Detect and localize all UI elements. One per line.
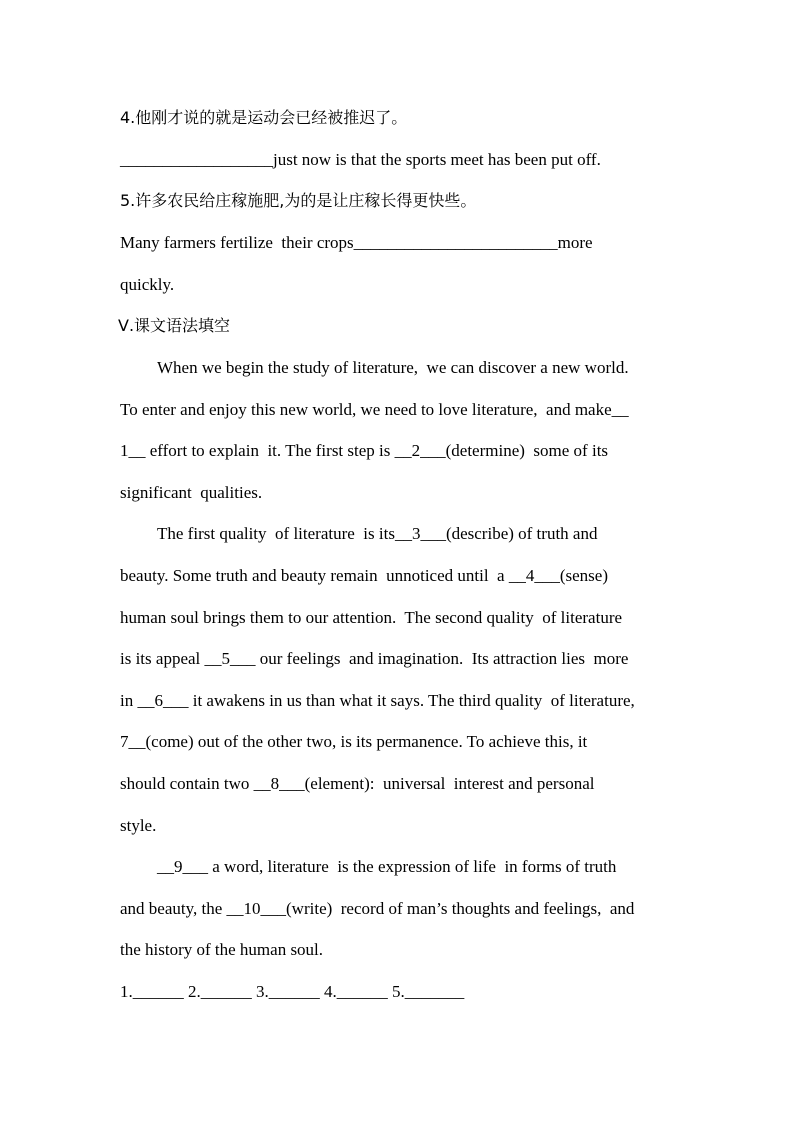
passage-line: __9___ a word, literature is the expression of life in forms of truth <box>157 857 617 876</box>
passage-line: When we begin the study of literature, we can discover a new world. <box>157 358 629 377</box>
passage-line: and beauty, the __10___(write) record of man’s thoughts and feelings, and <box>120 899 635 918</box>
passage-line: should contain two __8___(element): universal interest and personal <box>120 774 595 793</box>
passage-line: beauty. Some truth and beauty remain unnoticed until a __4___(sense) <box>120 566 608 585</box>
passage-line: is its appeal __5___ our feelings and imagination. Its attraction lies more <box>120 649 629 668</box>
passage-line: To enter and enjoy this new world, we need to love literature, and make__ <box>120 400 629 419</box>
passage-line: significant qualities. <box>120 483 263 502</box>
translation-item-4-answer: __________________just now is that the sports meet has been put off. <box>120 150 601 169</box>
passage-line: human soul brings them to our attention. The second quality of literature <box>120 608 623 627</box>
section-heading: Ⅴ.课文语法填空 <box>118 316 231 335</box>
translation-item-5-answer: Many farmers fertilize their crops________________________more <box>120 233 593 252</box>
passage-line: the history of the human soul. <box>120 940 324 959</box>
translation-item-5-prompt: 5.许多农民给庄稼施肥,为的是让庄稼长得更快些。 <box>120 191 477 210</box>
passage-line: The first quality of literature is its__3___(describe) of truth and <box>157 524 598 543</box>
passage-line: style. <box>120 816 157 835</box>
answer-blanks-line: 1.______ 2.______ 3.______ 4.______ 5._______ <box>120 982 465 1001</box>
translation-item-5-answer-cont: quickly. <box>120 275 175 294</box>
translation-item-4-prompt: 4.他刚才说的就是运动会已经被推迟了。 <box>120 108 408 127</box>
passage-line: in __6___ it awakens in us than what it says. The third quality of literature, <box>120 691 635 710</box>
passage-line: 1__ effort to explain it. The first step is __2___(determine) some of its <box>120 441 609 460</box>
passage-line: 7__(come) out of the other two, is its permanence. To achieve this, it <box>120 732 588 751</box>
